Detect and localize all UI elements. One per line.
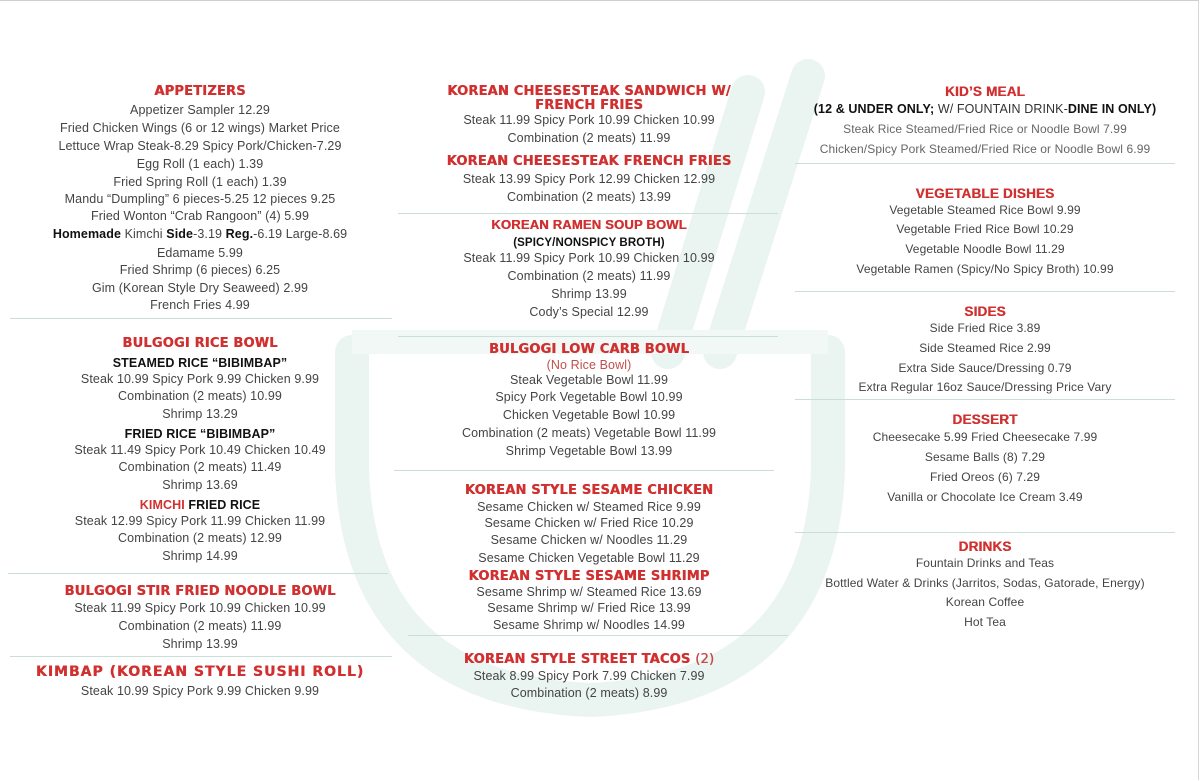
- kimchi-reg: Reg.: [225, 227, 254, 241]
- appetizers-title: APPETIZERS: [154, 84, 246, 99]
- menu-item: Sesame Chicken w/ Fried Rice 10.29: [484, 516, 694, 530]
- tacos-title: [398, 652, 780, 667]
- stir-fried-title: BULGOGI STIR FRIED NOODLE BOWL: [64, 584, 336, 599]
- kimchi-subtitle-rest: FRIED RICE: [184, 498, 261, 512]
- fried-rice-subtitle: FRIED RICE “BIBIMBAP”: [124, 427, 276, 441]
- menu-item: Combination (2 meats) 8.99: [510, 686, 668, 700]
- menu-item: Sesame Chicken Vegetable Bowl 11.29: [478, 551, 700, 565]
- menu-item: French Fries 4.99: [150, 298, 250, 312]
- menu-item: Side Steamed Rice 2.99: [919, 341, 1051, 355]
- menu-item: Steak 11.99 Spicy Pork 10.99 Chicken 10.99: [463, 113, 715, 127]
- sesame-shrimp-title: KOREAN STYLE SESAME SHRIMP: [468, 569, 710, 584]
- menu-item: Steak 13.99 Spicy Pork 12.99 Chicken 12.99: [462, 172, 716, 186]
- menu-item: Shrimp Vegetable Bowl 13.99: [505, 444, 673, 458]
- kids-meal-note: [795, 102, 1175, 116]
- menu-item: Lettuce Wrap Steak-8.29 Spicy Pork/Chicken-7.29: [58, 139, 342, 153]
- menu-item: Fried Spring Roll (1 each) 1.39: [113, 175, 287, 189]
- dessert-title: DESSERT: [952, 412, 1018, 427]
- menu-item: Sesame Balls (8) 7.29: [924, 450, 1046, 464]
- menu-item: Extra Side Sauce/Dressing 0.79: [898, 361, 1072, 375]
- menu-item: Combination (2 meats) 10.99: [118, 389, 282, 403]
- menu-item: Steak Rice Steamed/Fried Rice or Noodle Bowl 7.99: [843, 122, 1127, 136]
- menu-item: Steak 10.99 Spicy Pork 9.99 Chicken 9.99: [80, 684, 320, 698]
- divider: [795, 532, 1175, 533]
- menu-item: Spicy Pork Vegetable Bowl 10.99: [495, 390, 683, 404]
- drinks-title: DRINKS: [958, 539, 1012, 554]
- sesame-chicken-title: KOREAN STYLE SESAME CHICKEN: [464, 483, 714, 498]
- ramen-title: KOREAN RAMEN SOUP BOWL: [491, 217, 687, 232]
- menu-item: Edamame 5.99: [157, 246, 243, 260]
- menu-item: Sesame Shrimp w/ Steamed Rice 13.69: [476, 585, 702, 599]
- menu-item: Sesame Chicken w/ Steamed Rice 9.99: [477, 500, 701, 514]
- divider: [8, 573, 388, 574]
- menu-item: Egg Roll (1 each) 1.39: [136, 157, 264, 171]
- menu-item: Vanilla or Chocolate Ice Cream 3.49: [887, 490, 1083, 504]
- divider: [795, 399, 1175, 400]
- menu-item: Sesame Shrimp w/ Fried Rice 13.99: [487, 601, 691, 615]
- kimbap-title: KIMBAP (KOREAN STYLE SUSHI ROLL): [35, 664, 365, 680]
- menu-item: Steak 11.99 Spicy Pork 10.99 Chicken 10.99: [74, 601, 326, 615]
- menu-item: Chicken Vegetable Bowl 10.99: [502, 408, 676, 422]
- divider: [408, 635, 788, 636]
- menu-item: Vegetable Noodle Bowl 11.29: [905, 242, 1065, 256]
- kimchi-fried-rice-subtitle: [8, 498, 392, 512]
- menu-item: Combination (2 meats) 12.99: [118, 531, 282, 545]
- menu-item: Mandu “Dumpling” 6 pieces-5.25 12 pieces 9.25: [64, 192, 336, 206]
- divider: [795, 291, 1175, 292]
- tacos-count: (2): [695, 652, 715, 667]
- sides-title: SIDES: [964, 304, 1006, 319]
- menu-item: Fountain Drinks and Teas: [915, 556, 1055, 570]
- kimchi-homemade: Homemade: [52, 227, 121, 241]
- menu-item: Shrimp 13.29: [162, 407, 238, 421]
- menu-item: Vegetable Steamed Rice Bowl 9.99: [889, 203, 1081, 217]
- cheesesteak-sandwich-title-1: KOREAN CHEESESTEAK SANDWICH W/: [447, 84, 731, 99]
- divider: [398, 336, 778, 337]
- menu-item: Hot Tea: [964, 615, 1006, 629]
- kimchi-side-price: -3.19: [193, 227, 226, 241]
- menu-item: Appetizer Sampler 12.29: [130, 103, 270, 117]
- menu-item: Cheesecake 5.99 Fried Cheesecake 7.99: [872, 430, 1098, 444]
- menu-item: Sesame Shrimp w/ Noodles 14.99: [493, 618, 685, 632]
- menu-item: Gim (Korean Style Dry Seaweed) 2.99: [91, 281, 309, 295]
- steamed-rice-subtitle: STEAMED RICE “BIBIMBAP”: [112, 356, 288, 370]
- cheesesteak-fries-title: KOREAN CHEESESTEAK FRENCH FRIES: [446, 154, 732, 169]
- divider: [398, 213, 778, 214]
- kids-note-b: W/ FOUNTAIN DRINK-: [934, 102, 1068, 116]
- menu-item: Fried Shrimp (6 pieces) 6.25: [119, 263, 281, 277]
- menu-item: Shrimp 13.99: [551, 287, 627, 301]
- menu-item: Steak 8.99 Spicy Pork 7.99 Chicken 7.99: [473, 669, 705, 683]
- tacos-title-text: KOREAN STYLE STREET TACOS: [463, 652, 691, 667]
- menu-item: Cody’s Special 12.99: [529, 305, 649, 319]
- menu-item: Combination (2 meats) 13.99: [507, 190, 671, 204]
- menu-item: Bottled Water & Drinks (Jarritos, Sodas, Gatorade, Energy): [825, 576, 1145, 590]
- menu-item: Korean Coffee: [945, 595, 1025, 609]
- kimchi-red-word: KIMCHI: [139, 498, 185, 512]
- low-carb-subtitle: (No Rice Bowl): [546, 358, 632, 372]
- menu-item: Shrimp 14.99: [162, 549, 238, 563]
- menu-item: Shrimp 13.69: [162, 478, 238, 492]
- menu-item: Combination (2 meats) 11.49: [118, 460, 282, 474]
- kimchi-side-item: [8, 227, 392, 241]
- cheesesteak-sandwich-title-2: FRENCH FRIES: [535, 98, 643, 113]
- menu-item: Fried Oreos (6) 7.29: [929, 470, 1041, 484]
- menu-item: Steak 10.99 Spicy Pork 9.99 Chicken 9.99: [80, 372, 320, 386]
- menu-item: Steak 11.49 Spicy Pork 10.49 Chicken 10.49: [74, 443, 326, 457]
- menu-item: Side Fried Rice 3.89: [929, 321, 1041, 335]
- low-carb-title: BULGOGI LOW CARB BOWL: [488, 342, 690, 357]
- menu-item: Combination (2 meats) 11.99: [118, 619, 282, 633]
- kids-note-a: (12 & UNDER ONLY;: [813, 102, 935, 116]
- menu-item: Steak 11.99 Spicy Pork 10.99 Chicken 10.99: [463, 251, 715, 265]
- menu-item: Extra Regular 16oz Sauce/Dressing Price Vary: [858, 380, 1112, 394]
- ramen-subtitle: (SPICY/NONSPICY BROTH): [513, 237, 665, 249]
- menu-item: Shrimp 13.99: [162, 637, 238, 651]
- menu-item: Combination (2 meats) 11.99: [507, 269, 671, 283]
- kimchi-rest: -6.19 Large-8.69: [253, 227, 348, 241]
- menu-item: Steak Vegetable Bowl 11.99: [509, 373, 669, 387]
- menu-item: Fried Wonton “Crab Rangoon” (4) 5.99: [90, 209, 310, 223]
- divider: [10, 656, 392, 657]
- kids-meal-title: KID’S MEAL: [944, 84, 1025, 99]
- menu-item: Vegetable Fried Rice Bowl 10.29: [896, 222, 1074, 236]
- kids-note-c: DINE IN ONLY): [1067, 102, 1157, 116]
- vegetable-title: VEGETABLE DISHES: [915, 186, 1055, 201]
- bulgogi-rice-title: BULGOGI RICE BOWL: [122, 336, 278, 351]
- menu-item: Chicken/Spicy Pork Steamed/Fried Rice or Noodle Bowl 6.99: [819, 142, 1151, 156]
- divider: [795, 163, 1175, 164]
- divider: [394, 470, 774, 471]
- menu-item: Vegetable Ramen (Spicy/No Spicy Broth) 10.99: [856, 262, 1114, 276]
- menu-item: Fried Chicken Wings (6 or 12 wings) Market Price: [60, 121, 340, 135]
- menu-item: Combination (2 meats) Vegetable Bowl 11.99: [461, 426, 717, 440]
- kimchi-side: Side: [166, 227, 194, 241]
- menu-item: Steak 12.99 Spicy Pork 11.99 Chicken 11.99: [74, 514, 326, 528]
- divider: [10, 318, 392, 319]
- menu-item: Sesame Chicken w/ Noodles 11.29: [490, 533, 688, 547]
- menu-item: Combination (2 meats) 11.99: [507, 131, 671, 145]
- kimchi-word: Kimchi: [121, 227, 167, 241]
